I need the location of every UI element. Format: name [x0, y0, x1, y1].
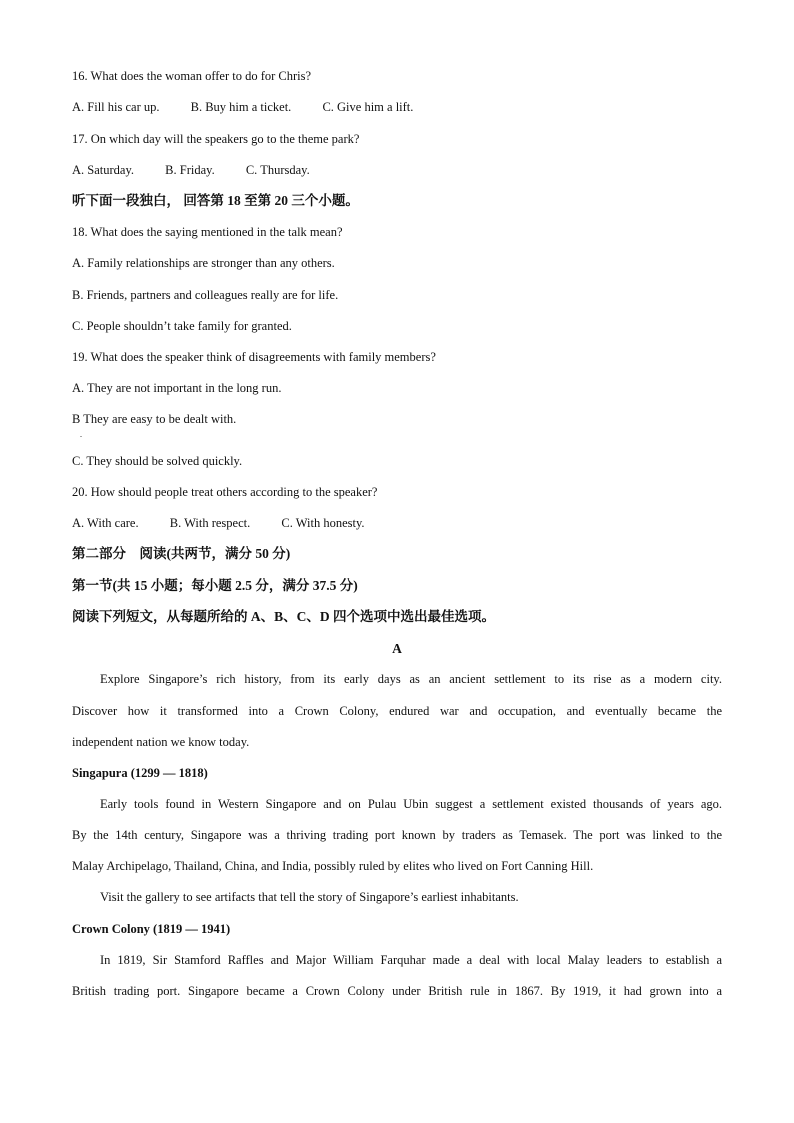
question-19-option-b: B They are easy to be dealt with.	[72, 412, 237, 426]
monologue-instruction: 听下面一段独白， 回答第 18 至第 20 三个小题。	[72, 193, 359, 208]
intro-line-3: independent nation we know today.	[72, 735, 250, 749]
intro-line-1: Explore Singapore’s rich history, from its early days as an ancient settlement to its rise as a modern city.	[100, 672, 722, 686]
singapura-gallery-line: Visit the gallery to see artifacts that tell the story of Singapore’s earliest inhabitants.	[100, 890, 519, 904]
singapura-line-3: Malay Archipelago, Thailand, China, and India, possibly ruled by elites who lived on Fort Canning Hill.	[72, 859, 594, 873]
option-b: B. With respect.	[169, 516, 251, 530]
section-heading: 第一节(共 15 小题；每小题 2.5 分，满分 37.5 分)	[72, 578, 358, 593]
question-18-option-b: B. Friends, partners and colleagues really are for life.	[72, 288, 339, 302]
singapura-line-2: By the 14th century, Singapore was a thriving trading port known by traders as Temasek. The port was linked to the	[72, 828, 722, 842]
option-a: A. Saturday.	[72, 163, 135, 177]
question-18: 18. What does the saying mentioned in the talk mean?	[72, 225, 343, 239]
option-c: C. Thursday.	[245, 163, 310, 177]
option-a: A. Fill his car up.	[72, 100, 160, 114]
question-19-option-c: C. They should be solved quickly.	[72, 454, 243, 468]
question-18-option-a: A. Family relationships are stronger than any others.	[72, 256, 335, 270]
crown-colony-line-2: British trading port. Singapore became a Crown Colony under British rule in 1867. By 1919, it had grown into a	[72, 984, 722, 998]
option-a: A. With care.	[72, 516, 139, 530]
question-16-options	[72, 99, 722, 115]
option-b: B. Friday.	[165, 163, 215, 177]
question-20: 20. How should people treat others according to the speaker?	[72, 485, 378, 499]
stray-mark: .	[80, 430, 82, 439]
intro-line-2: Discover how it transformed into a Crown Colony, endured war and occupation, and eventually became the	[72, 704, 722, 718]
question-19-option-a: A. They are not important in the long run.	[72, 381, 282, 395]
option-c: C. Give him a lift.	[322, 100, 414, 114]
question-18-option-c: C. People shouldn’t take family for granted.	[72, 319, 292, 333]
part-heading: 第二部分 阅读(共两节，满分 50 分)	[72, 546, 291, 561]
crown-colony-line-1: In 1819, Sir Stamford Raffles and Major William Farquhar made a deal with local Malay leaders to establish a	[100, 953, 722, 967]
question-19: 19. What does the speaker think of disagreements with family members?	[72, 350, 436, 364]
section-singapura-heading: Singapura (1299 — 1818)	[72, 766, 208, 780]
singapura-line-1: Early tools found in Western Singapore and on Pulau Ubin suggest a settlement existed thousands of years ago.	[100, 797, 722, 811]
option-c: C. With honesty.	[281, 516, 365, 530]
passage-label: A	[392, 641, 402, 656]
question-17: 17. On which day will the speakers go to the theme park?	[72, 132, 360, 146]
option-b: B. Buy him a ticket.	[190, 100, 292, 114]
question-17-options	[72, 162, 722, 178]
reading-instruction: 阅读下列短文，从每题所给的 A、B、C、D 四个选项中选出最佳选项。	[72, 609, 496, 624]
section-crown-colony-heading: Crown Colony (1819 — 1941)	[72, 922, 231, 936]
question-16: 16. What does the woman offer to do for Chris?	[72, 69, 312, 83]
question-20-options	[72, 515, 722, 531]
